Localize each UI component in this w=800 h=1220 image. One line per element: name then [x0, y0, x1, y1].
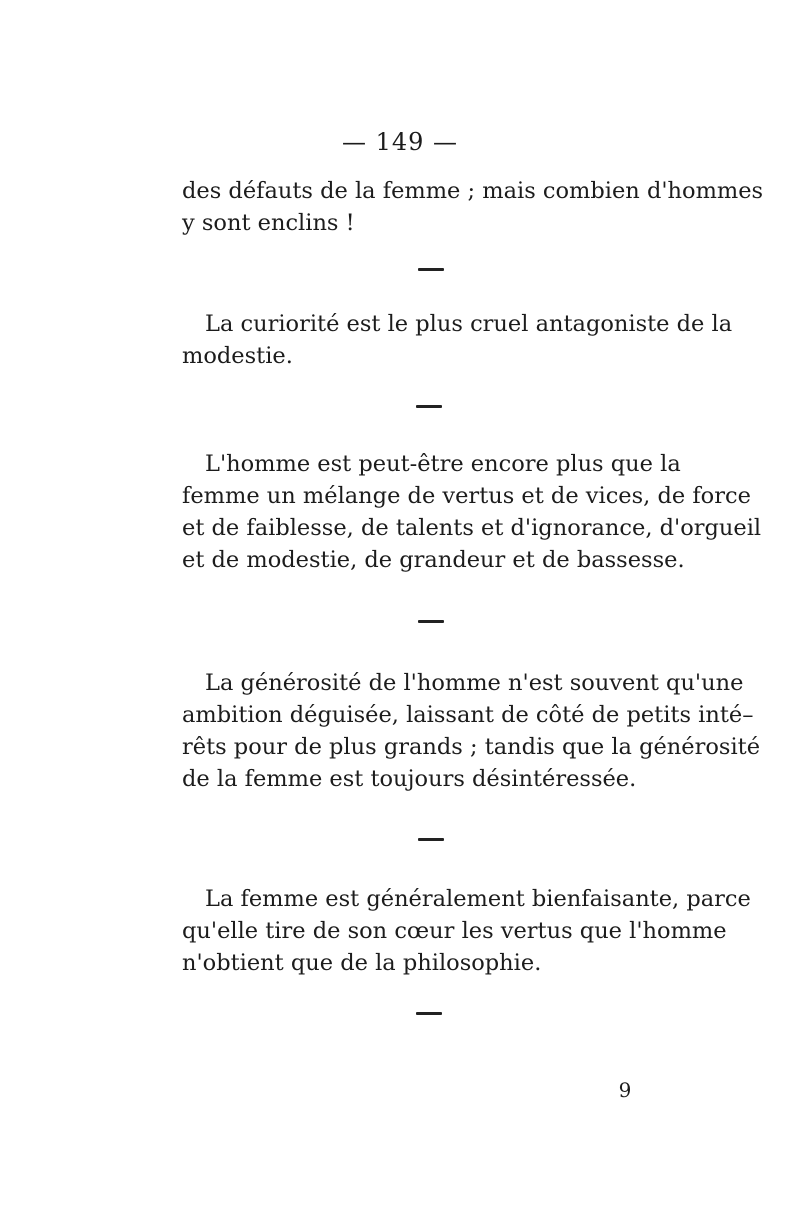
paragraph-1 — [182, 175, 764, 239]
text-line: rêts pour de plus grands ; tandis que la générosité — [182, 734, 761, 760]
paragraph-3 — [182, 448, 762, 576]
signature-mark: 9 — [618, 1078, 632, 1102]
text-line: n'obtient que de la philosophie. — [182, 950, 542, 976]
section-separator — [418, 838, 444, 841]
text-line: L'homme est peut-être encore plus que la — [205, 451, 681, 477]
text-line: La générosité de l'homme n'est souvent qu'une — [205, 670, 744, 696]
paragraph-4 — [182, 667, 761, 795]
section-separator — [418, 268, 444, 271]
section-separator — [418, 620, 444, 623]
text-line: et de modestie, de grandeur et de bassesse. — [182, 547, 685, 573]
text-line: et de faiblesse, de talents et d'ignorance, d'orgueil — [182, 515, 762, 541]
paragraph-5 — [182, 883, 751, 979]
text-line: ambition déguisée, laissant de côté de petits inté– — [182, 702, 754, 728]
text-line: des défauts de la femme ; mais combien d'hommes — [182, 178, 764, 204]
text-line: qu'elle tire de son cœur les vertus que l'homme — [182, 918, 727, 944]
text-line: La curiorité est le plus cruel antagoniste de la — [205, 311, 733, 337]
section-separator — [416, 1012, 442, 1015]
section-separator — [416, 405, 442, 408]
paragraph-2 — [182, 308, 733, 372]
text-line: La femme est généralement bienfaisante, parce — [205, 886, 751, 912]
text-line: de la femme est toujours désintéressée. — [182, 766, 637, 792]
text-line: femme un mélange de vertus et de vices, de force — [182, 483, 751, 509]
page-number: — 149 — — [341, 128, 459, 156]
text-line: y sont enclins ! — [182, 210, 355, 236]
text-line: modestie. — [182, 343, 293, 369]
